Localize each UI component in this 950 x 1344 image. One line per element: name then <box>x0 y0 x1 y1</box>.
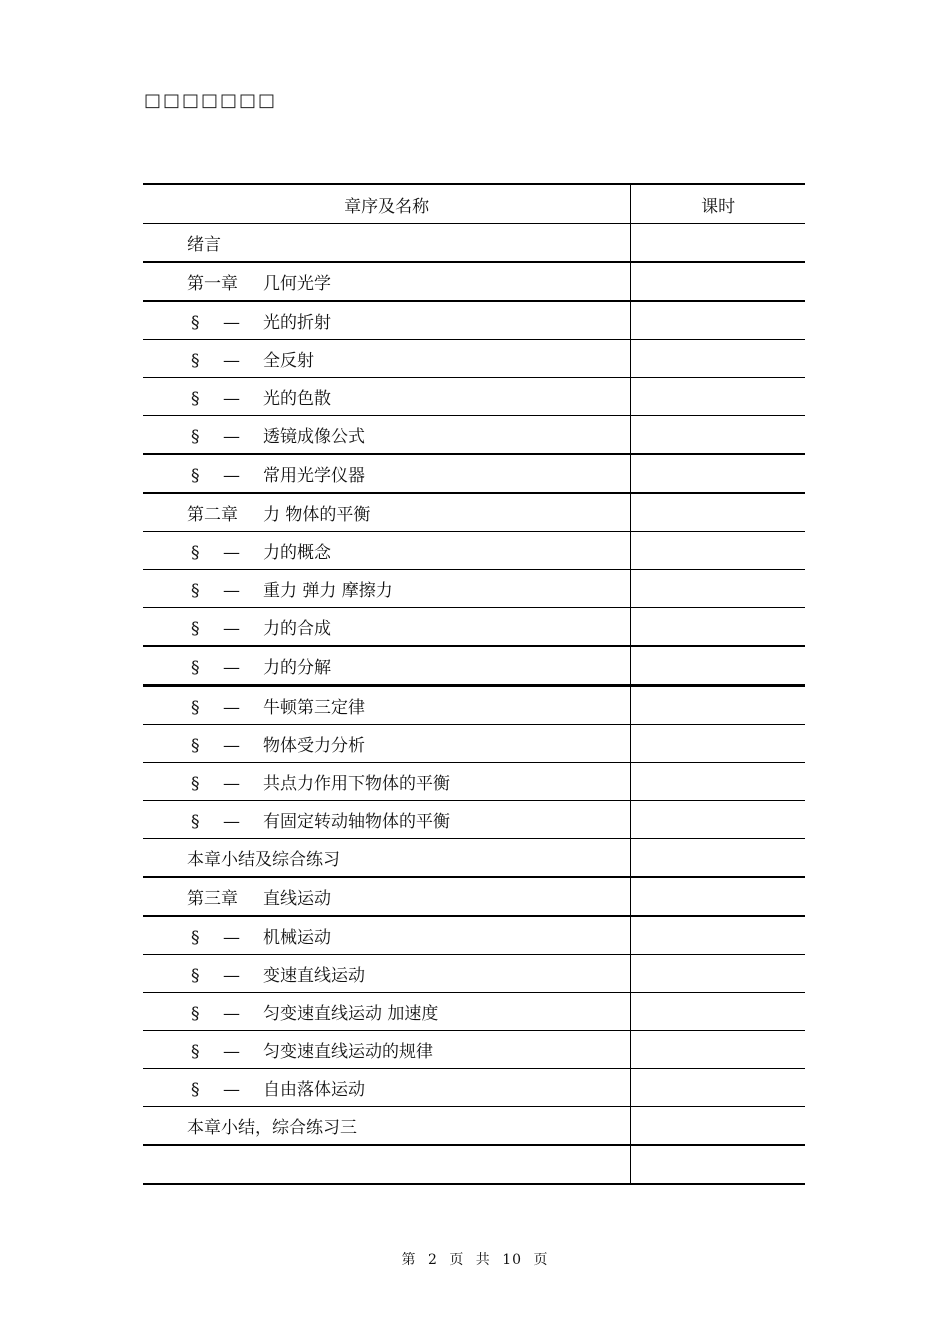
section-symbol: § <box>191 812 200 832</box>
table-row <box>143 1031 805 1069</box>
section-dash: — <box>223 581 240 601</box>
row-hours-cell <box>631 532 805 570</box>
row-name-cell <box>143 262 631 301</box>
row-hours-cell <box>631 454 805 493</box>
table-row <box>143 608 805 647</box>
section-symbol: § <box>191 543 200 563</box>
row-name-cell <box>143 378 631 416</box>
section-dash: — <box>223 389 240 409</box>
section-title: 共点力作用下物体的平衡 <box>263 774 450 794</box>
row-hours-cell <box>631 416 805 455</box>
row-hours-cell <box>631 916 805 955</box>
row-name-cell <box>143 686 631 725</box>
section-dash: — <box>223 313 240 333</box>
section-symbol: § <box>191 581 200 601</box>
section-symbol: § <box>191 658 200 678</box>
chapter-title: 力 物体的平衡 <box>263 505 371 525</box>
row-hours-cell <box>631 686 805 725</box>
table-row <box>143 646 805 686</box>
footer-suffix: 页 <box>533 1252 549 1268</box>
row-name-cell <box>143 340 631 378</box>
row-name-cell <box>143 877 631 916</box>
row-hours-cell <box>631 301 805 340</box>
column-header-hours: 课时 <box>631 184 805 224</box>
row-text: 绪言 <box>187 235 221 255</box>
row-name-cell <box>143 801 631 839</box>
section-title: 有固定转动轴物体的平衡 <box>263 812 450 832</box>
page-heading: □□□□□□□ <box>144 90 278 111</box>
table-row <box>143 416 805 455</box>
section-dash: — <box>223 966 240 986</box>
section-symbol: § <box>191 928 200 948</box>
table-row <box>143 454 805 493</box>
chapter-title: 直线运动 <box>263 889 331 909</box>
row-hours-cell <box>631 801 805 839</box>
section-title: 牛顿第三定律 <box>263 698 365 718</box>
section-title: 力的合成 <box>263 619 331 639</box>
row-hours-cell <box>631 493 805 532</box>
table-row <box>143 686 805 725</box>
section-symbol: § <box>191 736 200 756</box>
row-name-cell <box>143 1069 631 1107</box>
section-symbol: § <box>191 1080 200 1100</box>
row-name-cell <box>143 955 631 993</box>
row-hours-cell <box>631 763 805 801</box>
row-hours-cell <box>631 1145 805 1184</box>
row-name-cell <box>143 993 631 1031</box>
row-hours-cell <box>631 262 805 301</box>
row-hours-cell <box>631 839 805 878</box>
row-hours-cell <box>631 224 805 263</box>
row-name-cell <box>143 1107 631 1146</box>
section-symbol: § <box>191 619 200 639</box>
section-dash: — <box>223 658 240 678</box>
table-row <box>143 725 805 763</box>
section-title: 变速直线运动 <box>263 966 365 986</box>
table-row <box>143 340 805 378</box>
section-dash: — <box>223 619 240 639</box>
row-name-cell <box>143 646 631 686</box>
row-name-cell <box>143 608 631 647</box>
row-hours-cell <box>631 1031 805 1069</box>
chapter-number: 第三章 <box>187 889 238 909</box>
section-dash: — <box>223 1080 240 1100</box>
toc-table <box>143 183 805 1185</box>
section-dash: — <box>223 736 240 756</box>
row-hours-cell <box>631 1107 805 1146</box>
table-row <box>143 224 805 263</box>
row-hours-cell <box>631 378 805 416</box>
section-title: 物体受力分析 <box>263 736 365 756</box>
section-title: 重力 弹力 摩擦力 <box>263 581 393 601</box>
section-dash: — <box>223 812 240 832</box>
section-title: 力的分解 <box>263 658 331 678</box>
table-row <box>143 493 805 532</box>
section-title: 常用光学仪器 <box>263 466 365 486</box>
table-row <box>143 1069 805 1107</box>
table-row <box>143 877 805 916</box>
table-row <box>143 262 805 301</box>
row-name-cell <box>143 839 631 878</box>
section-dash: — <box>223 774 240 794</box>
row-hours-cell <box>631 340 805 378</box>
chapter-number: 第二章 <box>187 505 238 525</box>
section-symbol: § <box>191 351 200 371</box>
chapter-title: 几何光学 <box>263 274 331 294</box>
section-title: 光的色散 <box>263 389 331 409</box>
row-name-cell <box>143 493 631 532</box>
row-hours-cell <box>631 955 805 993</box>
row-hours-cell <box>631 646 805 686</box>
section-dash: — <box>223 466 240 486</box>
row-hours-cell <box>631 608 805 647</box>
section-dash: — <box>223 351 240 371</box>
section-symbol: § <box>191 1042 200 1062</box>
footer-page-number: 2 <box>427 1252 438 1268</box>
chapter-number: 第一章 <box>187 274 238 294</box>
row-text: 本章小结及综合练习 <box>187 850 340 870</box>
section-dash: — <box>223 698 240 718</box>
section-title: 机械运动 <box>263 928 331 948</box>
row-name-cell <box>143 916 631 955</box>
row-hours-cell <box>631 570 805 608</box>
section-symbol: § <box>191 966 200 986</box>
section-title: 光的折射 <box>263 313 331 333</box>
footer-page-word: 页 <box>449 1252 465 1268</box>
section-dash: — <box>223 1004 240 1024</box>
section-symbol: § <box>191 774 200 794</box>
section-title: 匀变速直线运动 加速度 <box>263 1004 439 1024</box>
table-row <box>143 993 805 1031</box>
section-symbol: § <box>191 466 200 486</box>
column-header-name: 章序及名称 <box>143 184 631 224</box>
table-header-row <box>143 184 805 224</box>
section-dash: — <box>223 928 240 948</box>
section-dash: — <box>223 1042 240 1062</box>
footer-prefix: 第 <box>401 1252 417 1268</box>
table-row <box>143 839 805 878</box>
table-row <box>143 955 805 993</box>
section-dash: — <box>223 543 240 563</box>
table-row <box>143 570 805 608</box>
row-name-cell <box>143 532 631 570</box>
row-hours-cell <box>631 1069 805 1107</box>
row-hours-cell <box>631 993 805 1031</box>
section-symbol: § <box>191 389 200 409</box>
footer-total-word: 共 <box>475 1252 491 1268</box>
section-symbol: § <box>191 427 200 447</box>
table-row <box>143 532 805 570</box>
section-title: 匀变速直线运动的规律 <box>263 1042 433 1062</box>
row-name-cell <box>143 224 631 263</box>
row-name-cell <box>143 454 631 493</box>
section-symbol: § <box>191 313 200 333</box>
page-footer <box>0 1249 950 1269</box>
toc-body <box>143 224 805 1185</box>
table-row <box>143 378 805 416</box>
section-title: 透镜成像公式 <box>263 427 365 447</box>
table-row <box>143 763 805 801</box>
row-name-cell <box>143 416 631 455</box>
row-name-cell <box>143 301 631 340</box>
section-symbol: § <box>191 1004 200 1024</box>
table-row <box>143 1107 805 1146</box>
section-title: 全反射 <box>263 351 314 371</box>
row-text: 本章小结，综合练习三 <box>187 1118 357 1138</box>
section-title: 力的概念 <box>263 543 331 563</box>
row-name-cell <box>143 725 631 763</box>
row-hours-cell <box>631 877 805 916</box>
table-row <box>143 1145 805 1184</box>
row-name-cell <box>143 763 631 801</box>
row-name-cell <box>143 570 631 608</box>
table-row <box>143 916 805 955</box>
footer-total-pages: 10 <box>502 1252 523 1268</box>
row-name-cell <box>143 1031 631 1069</box>
table-row <box>143 301 805 340</box>
table-row <box>143 801 805 839</box>
row-name-cell <box>143 1145 631 1184</box>
section-dash: — <box>223 427 240 447</box>
section-title: 自由落体运动 <box>263 1080 365 1100</box>
section-symbol: § <box>191 698 200 718</box>
row-hours-cell <box>631 725 805 763</box>
